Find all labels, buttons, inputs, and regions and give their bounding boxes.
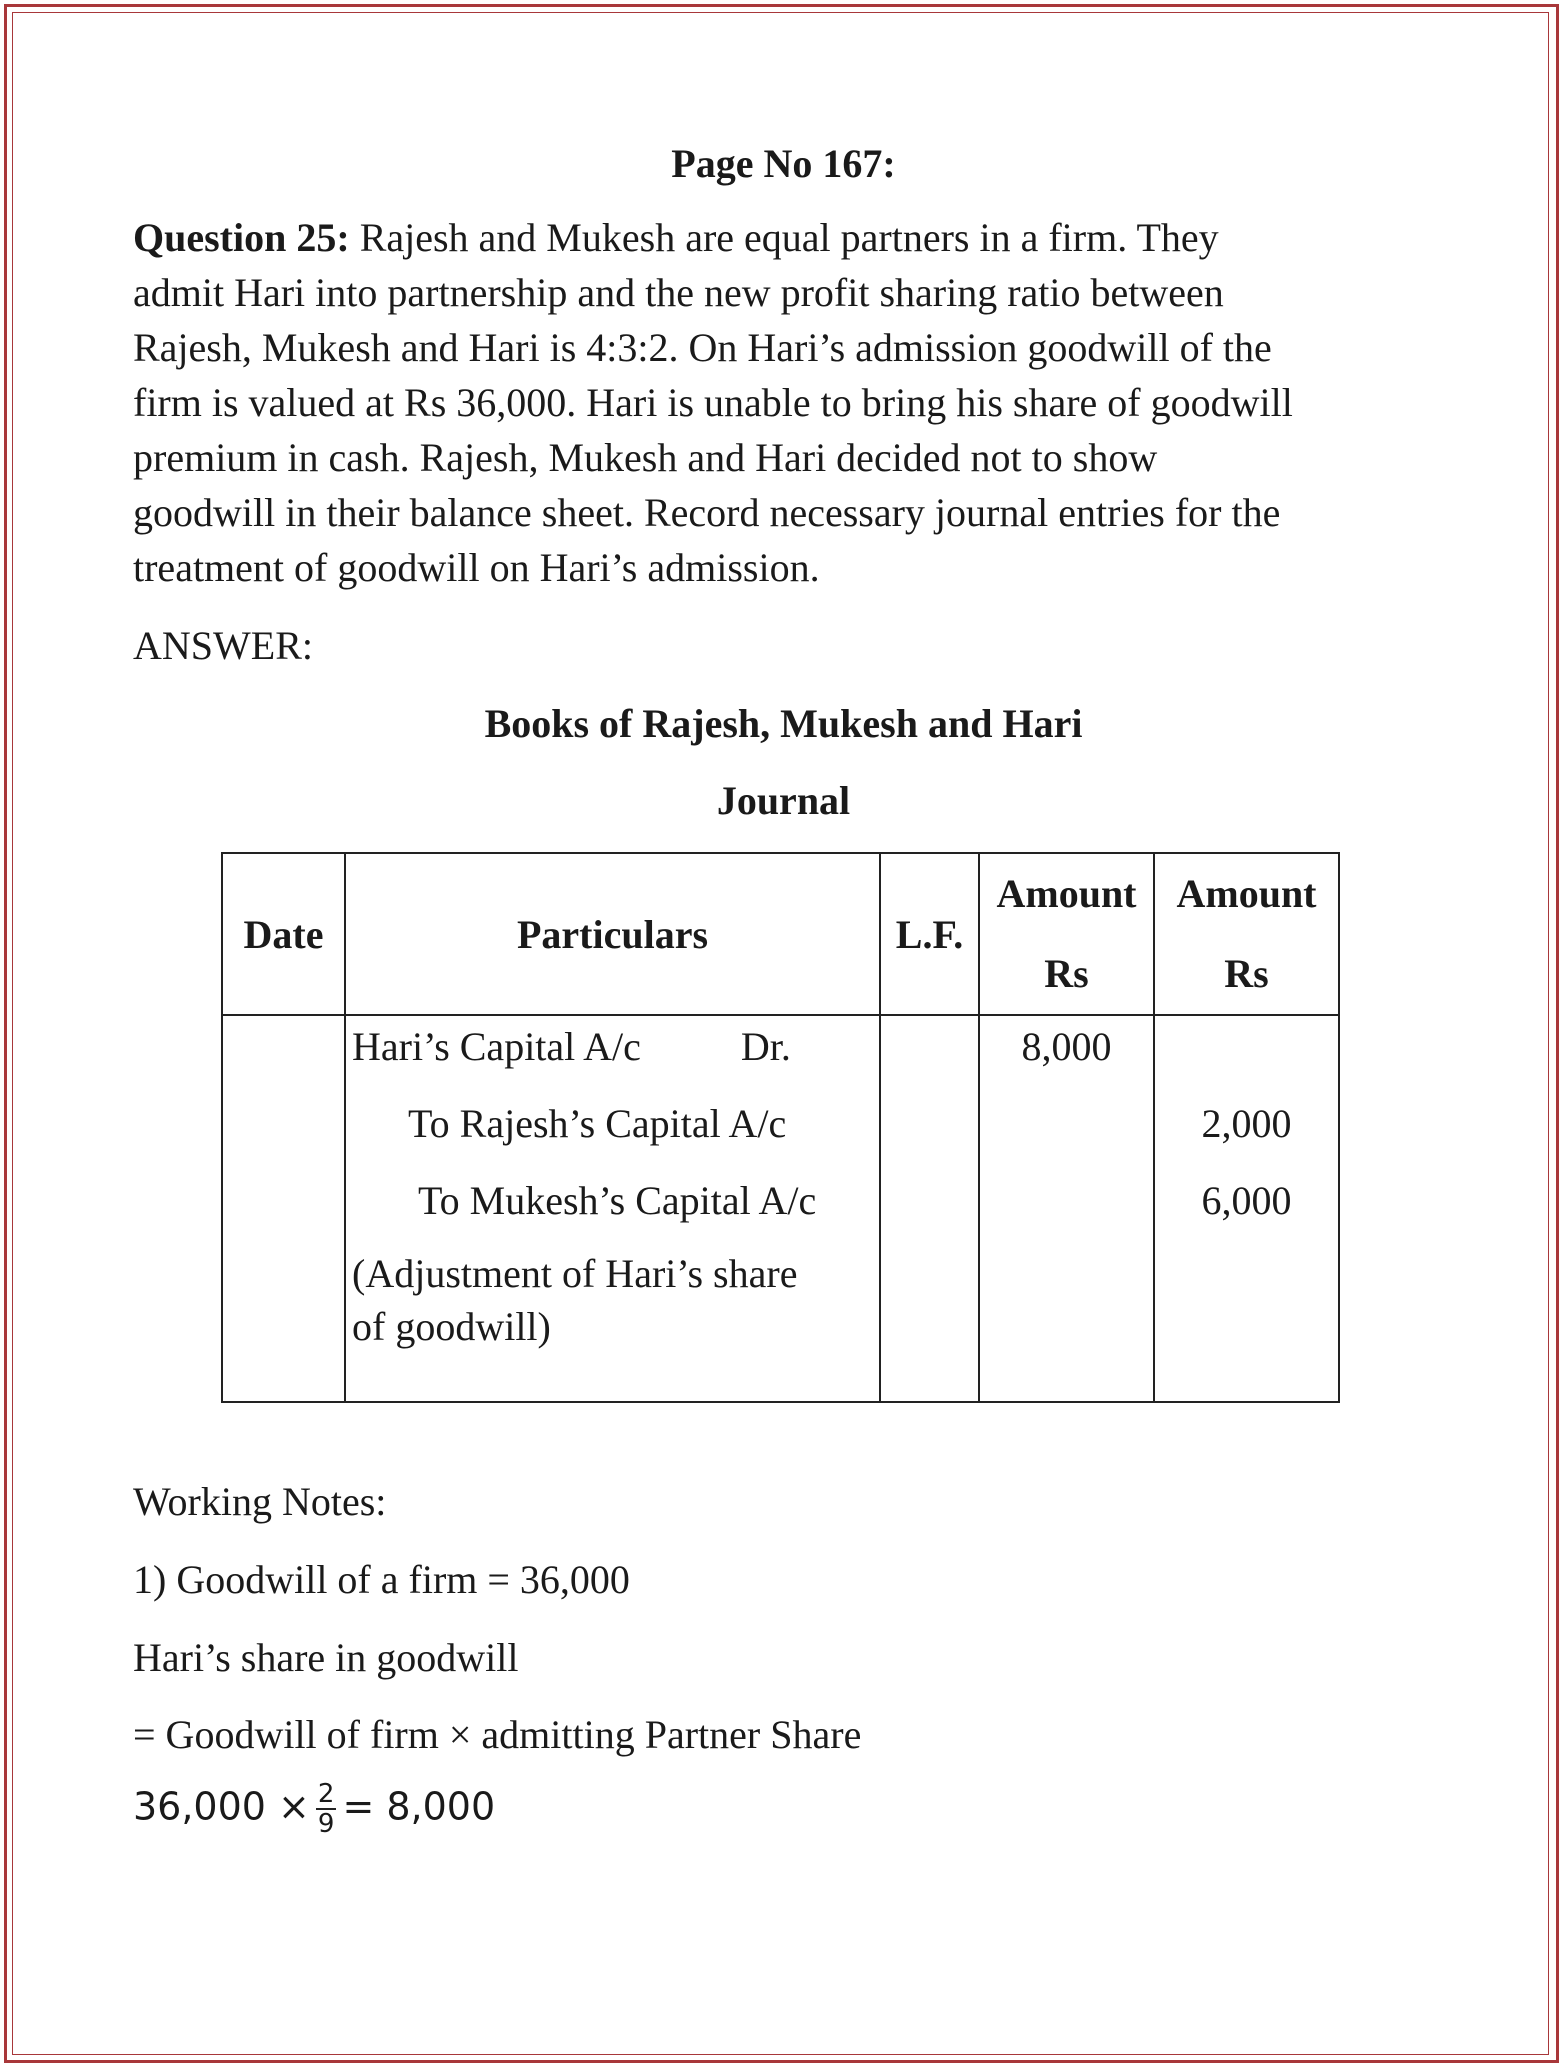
calc-left: 36,000 × xyxy=(133,1784,310,1829)
calc-right: = 8,000 xyxy=(342,1784,496,1829)
dr-label: Dr. xyxy=(740,1024,791,1069)
header-amount-credit xyxy=(1154,853,1339,1015)
question-line: goodwill in their balance sheet. Record necessary journal entries for the xyxy=(133,490,1281,535)
debit-line xyxy=(346,1016,879,1093)
credit-amount-mukesh: 6,000 xyxy=(1201,1178,1292,1223)
header-amount-debit xyxy=(979,853,1154,1015)
page-title: Page No 167: xyxy=(671,141,896,186)
fraction-denominator: 9 xyxy=(317,1809,335,1839)
credit-amount-rajesh: 2,000 xyxy=(1201,1101,1292,1146)
question-line: treatment of goodwill on Hari’s admission. xyxy=(133,545,820,590)
debit-amount: 8,000 xyxy=(1021,1024,1112,1069)
answer-label: ANSWER: xyxy=(133,623,313,668)
credit-line-mukesh: To Mukesh’s Capital A/c xyxy=(418,1178,817,1223)
credit-amount-empty xyxy=(1155,1016,1338,1093)
question-line: Rajesh, Mukesh and Hari is 4:3:2. On Hari’s admission goodwill of the xyxy=(133,325,1272,370)
working-notes-title: Working Notes: xyxy=(133,1479,387,1524)
books-title: Books of Rajesh, Mukesh and Hari xyxy=(484,701,1083,746)
journal-header-row xyxy=(222,853,1339,1015)
working-note-line: = Goodwill of firm × admitting Partner Share xyxy=(133,1712,862,1757)
working-note-calculation xyxy=(133,1780,495,1838)
fraction-numerator: 2 xyxy=(317,1779,335,1809)
question-line: firm is valued at Rs 36,000. Hari is unable to bring his share of goodwill xyxy=(133,380,1293,425)
narration-line: of goodwill) xyxy=(352,1304,551,1349)
header-amount-credit-label: Amount xyxy=(1176,871,1317,916)
header-particulars: Particulars xyxy=(345,853,880,1015)
entry-particulars-cell xyxy=(345,1015,880,1402)
credit-line-rajesh: To Rajesh’s Capital A/c xyxy=(408,1101,787,1146)
header-date: Date xyxy=(222,853,345,1015)
question-label: Question 25: xyxy=(133,215,350,260)
question-line: premium in cash. Rajesh, Mukesh and Hari decided not to show xyxy=(133,435,1158,480)
narration-line: (Adjustment of Hari’s share xyxy=(352,1251,798,1296)
journal-table xyxy=(221,852,1340,1403)
question-line: Rajesh and Mukesh are equal partners in a firm. They xyxy=(349,215,1219,260)
entry-date-cell xyxy=(222,1015,345,1402)
entry-lf-cell xyxy=(880,1015,979,1402)
entry-credit-amount-cell xyxy=(1154,1015,1339,1402)
debit-account: Hari’s Capital A/c xyxy=(352,1024,641,1069)
header-amount-debit-label: Amount xyxy=(996,871,1137,916)
header-lf: L.F. xyxy=(880,853,979,1015)
fraction xyxy=(316,1780,337,1838)
question-text xyxy=(133,210,1433,595)
working-note-line: 1) Goodwill of a firm = 36,000 xyxy=(133,1557,630,1602)
header-amount-debit-unit: Rs xyxy=(1044,951,1089,996)
question-line: admit Hari into partnership and the new profit sharing ratio between xyxy=(133,270,1224,315)
journal-title: Journal xyxy=(716,778,851,823)
working-note-line: Hari’s share in goodwill xyxy=(133,1635,519,1680)
entry-debit-amount-cell xyxy=(979,1015,1154,1402)
header-amount-credit-unit: Rs xyxy=(1224,951,1269,996)
journal-entry-row xyxy=(222,1015,1339,1402)
narration xyxy=(346,1247,872,1353)
